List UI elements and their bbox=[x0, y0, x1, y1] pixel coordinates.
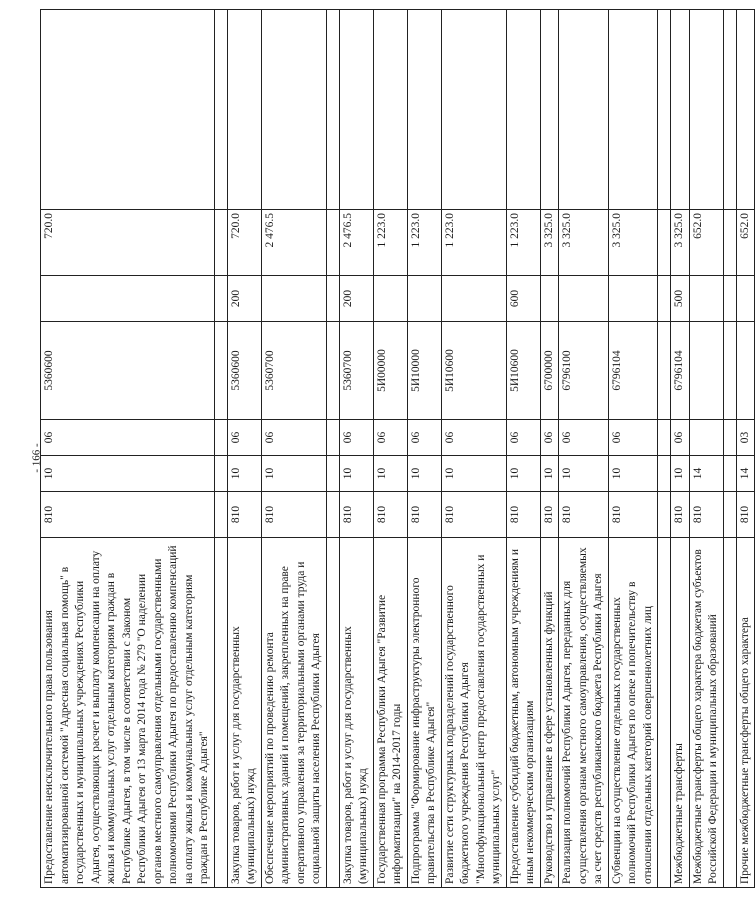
cell-name: Руководство и управление в сфере установленных функций bbox=[540, 538, 559, 888]
cell-csr: 6796100 bbox=[559, 322, 609, 420]
cell-vr bbox=[540, 276, 559, 322]
cell-sum-extra bbox=[339, 10, 373, 210]
cell-ved bbox=[326, 492, 339, 538]
cell-vr bbox=[41, 276, 215, 322]
cell-ved bbox=[723, 492, 736, 538]
table-row bbox=[407, 10, 441, 888]
table-row bbox=[559, 10, 609, 888]
cell-csr: 5360600 bbox=[227, 322, 261, 420]
cell-sum: 1 223.0 bbox=[373, 210, 407, 276]
cell-vr: 500 bbox=[671, 276, 690, 322]
cell-pr: 06 bbox=[506, 420, 540, 456]
cell-rz: 10 bbox=[227, 456, 261, 492]
cell-rz: 14 bbox=[689, 456, 723, 492]
cell-name: Предоставление неисключительного права пользования автоматизированной системой "Адресная социальная помощь" в государственных и муниципальных учреждениях Республики Адыгея, осуществляющих расчет и выплату компенсации на оплату жилья и коммунальных услуг отдельным категориям граждан в Республике Адыгея, в том числе в соответствии с Законом Республики Адыгея от 13 марта 2014 года № 279 "О наделении органов местного самоуправления отдельными государственными полномочиями Республики Адыгея по предоставлению компенсаций на оплату жилья и коммунальных услуг отдельным категориям граждан в Республике Адыгея" bbox=[41, 538, 215, 888]
cell-pr: 06 bbox=[261, 420, 326, 456]
cell-rz bbox=[723, 456, 736, 492]
cell-pr: 06 bbox=[339, 420, 373, 456]
table-row bbox=[671, 10, 690, 888]
cell-csr bbox=[689, 322, 723, 420]
cell-pr: 06 bbox=[608, 420, 658, 456]
cell-pr: 06 bbox=[41, 420, 215, 456]
cell-sum-extra bbox=[506, 10, 540, 210]
cell-sum-extra bbox=[441, 10, 506, 210]
cell-name: Межбюджетные трансферты bbox=[671, 538, 690, 888]
cell-sum: 2 476.5 bbox=[339, 210, 373, 276]
cell-csr bbox=[723, 322, 736, 420]
page-number: - 166 - bbox=[30, 443, 43, 473]
cell-csr bbox=[736, 322, 755, 420]
cell-vr bbox=[214, 276, 227, 322]
table-row bbox=[608, 10, 658, 888]
cell-ved: 810 bbox=[441, 492, 506, 538]
table-spacer-row bbox=[214, 10, 227, 888]
cell-sum: 1 223.0 bbox=[441, 210, 506, 276]
cell-ved: 810 bbox=[559, 492, 609, 538]
cell-vr: 200 bbox=[339, 276, 373, 322]
cell-ved: 810 bbox=[227, 492, 261, 538]
cell-csr: 5360700 bbox=[261, 322, 326, 420]
cell-sum bbox=[723, 210, 736, 276]
cell-name: Субвенции на осуществление отдельных государственных полномочий Республики Адыгея по опеке и попечительству в отношении отдельных категорий совершеннолетних лиц bbox=[608, 538, 658, 888]
cell-sum bbox=[214, 210, 227, 276]
cell-sum-extra bbox=[559, 10, 609, 210]
cell-ved: 810 bbox=[671, 492, 690, 538]
cell-sum: 2 476.5 bbox=[261, 210, 326, 276]
cell-sum-extra bbox=[261, 10, 326, 210]
cell-sum: 652.0 bbox=[736, 210, 755, 276]
cell-pr bbox=[689, 420, 723, 456]
budget-table bbox=[40, 9, 755, 888]
cell-sum: 3 325.0 bbox=[540, 210, 559, 276]
cell-rz: 10 bbox=[41, 456, 215, 492]
cell-vr bbox=[441, 276, 506, 322]
table-body bbox=[41, 10, 755, 888]
cell-csr: 5360600 bbox=[41, 322, 215, 420]
cell-sum bbox=[326, 210, 339, 276]
cell-sum-extra bbox=[608, 10, 658, 210]
cell-vr bbox=[658, 276, 671, 322]
cell-sum: 720.0 bbox=[41, 210, 215, 276]
cell-name: Предоставление субсидий бюджетным, автономным учреждениям и иным некоммерческим организациям bbox=[506, 538, 540, 888]
cell-ved: 810 bbox=[540, 492, 559, 538]
table-row bbox=[540, 10, 559, 888]
table-spacer-row bbox=[723, 10, 736, 888]
cell-rz: 10 bbox=[559, 456, 609, 492]
cell-name: Прочие межбюджетные трансферты общего характера bbox=[736, 538, 755, 888]
cell-csr: 5360700 bbox=[339, 322, 373, 420]
cell-ved: 810 bbox=[736, 492, 755, 538]
cell-ved: 810 bbox=[41, 492, 215, 538]
cell-name: Закупка товаров, работ и услуг для государственных (муниципальных) нужд bbox=[339, 538, 373, 888]
cell-sum-extra bbox=[373, 10, 407, 210]
cell-vr bbox=[736, 276, 755, 322]
budget-table-rotated bbox=[40, 10, 751, 888]
cell-rz: 14 bbox=[736, 456, 755, 492]
cell-csr: 6796104 bbox=[671, 322, 690, 420]
cell-csr: 5И00000 bbox=[373, 322, 407, 420]
cell-sum-extra bbox=[723, 10, 736, 210]
cell-name bbox=[723, 538, 736, 888]
cell-ved bbox=[214, 492, 227, 538]
cell-name: Подпрограмма "Формирование инфраструктуры электронного правительства в Республике Адыгея" bbox=[407, 538, 441, 888]
cell-sum-extra bbox=[214, 10, 227, 210]
cell-name bbox=[326, 538, 339, 888]
cell-vr: 600 bbox=[506, 276, 540, 322]
cell-csr: 5И10600 bbox=[441, 322, 506, 420]
table-row bbox=[736, 10, 755, 888]
cell-rz: 10 bbox=[671, 456, 690, 492]
cell-sum-extra bbox=[407, 10, 441, 210]
cell-sum-extra bbox=[658, 10, 671, 210]
cell-name bbox=[214, 538, 227, 888]
cell-pr: 06 bbox=[559, 420, 609, 456]
table-row bbox=[441, 10, 506, 888]
cell-ved: 810 bbox=[506, 492, 540, 538]
cell-csr: 6700000 bbox=[540, 322, 559, 420]
table-row bbox=[689, 10, 723, 888]
cell-name: Межбюджетные трансферты общего характера бюджетам субъектов Российской Федерации и муниципальных образований bbox=[689, 538, 723, 888]
cell-rz: 10 bbox=[608, 456, 658, 492]
cell-rz: 10 bbox=[261, 456, 326, 492]
cell-sum-extra bbox=[671, 10, 690, 210]
table-row bbox=[373, 10, 407, 888]
cell-name: Закупка товаров, работ и услуг для государственных (муниципальных) нужд bbox=[227, 538, 261, 888]
cell-sum: 3 325.0 bbox=[671, 210, 690, 276]
cell-rz: 10 bbox=[506, 456, 540, 492]
cell-sum: 720.0 bbox=[227, 210, 261, 276]
cell-pr: 06 bbox=[227, 420, 261, 456]
cell-sum-extra bbox=[326, 10, 339, 210]
cell-vr bbox=[407, 276, 441, 322]
table-row bbox=[339, 10, 373, 888]
cell-sum-extra bbox=[41, 10, 215, 210]
cell-pr: 06 bbox=[441, 420, 506, 456]
table-spacer-row bbox=[658, 10, 671, 888]
cell-pr: 03 bbox=[736, 420, 755, 456]
cell-vr bbox=[373, 276, 407, 322]
cell-vr bbox=[723, 276, 736, 322]
cell-pr bbox=[326, 420, 339, 456]
cell-vr bbox=[261, 276, 326, 322]
cell-pr bbox=[723, 420, 736, 456]
cell-rz: 10 bbox=[407, 456, 441, 492]
cell-sum: 3 325.0 bbox=[608, 210, 658, 276]
cell-ved: 810 bbox=[608, 492, 658, 538]
cell-pr: 06 bbox=[671, 420, 690, 456]
cell-pr: 06 bbox=[407, 420, 441, 456]
cell-csr: 6796104 bbox=[608, 322, 658, 420]
cell-vr bbox=[608, 276, 658, 322]
cell-csr: 5И10600 bbox=[506, 322, 540, 420]
cell-csr bbox=[214, 322, 227, 420]
table-row bbox=[41, 10, 215, 888]
cell-name: Развитие сети структурных подразделений государственного бюджетного учреждения Республики Адыгея "Многофункциональный центр предоставления государственных и муниципальных услуг" bbox=[441, 538, 506, 888]
cell-sum-extra bbox=[540, 10, 559, 210]
cell-rz: 10 bbox=[540, 456, 559, 492]
cell-sum: 1 223.0 bbox=[407, 210, 441, 276]
cell-ved: 810 bbox=[689, 492, 723, 538]
cell-rz bbox=[326, 456, 339, 492]
cell-csr bbox=[326, 322, 339, 420]
cell-vr bbox=[559, 276, 609, 322]
cell-ved: 810 bbox=[373, 492, 407, 538]
cell-rz bbox=[658, 456, 671, 492]
cell-name: Обеспечение мероприятий по проведению ремонта административных зданий и помещений, закрепленных на праве оперативного управления за территориальными органами труда и социальной защиты населения Республики Адыгея bbox=[261, 538, 326, 888]
cell-pr: 06 bbox=[540, 420, 559, 456]
cell-rz bbox=[214, 456, 227, 492]
cell-rz: 10 bbox=[373, 456, 407, 492]
cell-pr bbox=[214, 420, 227, 456]
cell-ved: 810 bbox=[261, 492, 326, 538]
cell-csr: 5И10000 bbox=[407, 322, 441, 420]
table-row bbox=[227, 10, 261, 888]
cell-sum-extra bbox=[689, 10, 723, 210]
table-row bbox=[261, 10, 326, 888]
cell-vr bbox=[689, 276, 723, 322]
cell-rz: 10 bbox=[441, 456, 506, 492]
cell-sum: 1 223.0 bbox=[506, 210, 540, 276]
cell-name: Реализация полномочий Республики Адыгея, переданных для осуществления органам местного самоуправления, осуществляемых за счет средств республиканского бюджета Республики Адыгея bbox=[559, 538, 609, 888]
cell-sum: 652.0 bbox=[689, 210, 723, 276]
cell-name bbox=[658, 538, 671, 888]
cell-ved bbox=[658, 492, 671, 538]
cell-csr bbox=[658, 322, 671, 420]
table-row bbox=[506, 10, 540, 888]
cell-ved: 810 bbox=[339, 492, 373, 538]
cell-name: Государственная программа Республики Адыгея "Развитие информатизации" на 2014-2017 годы bbox=[373, 538, 407, 888]
cell-vr bbox=[326, 276, 339, 322]
cell-vr: 200 bbox=[227, 276, 261, 322]
cell-rz: 10 bbox=[339, 456, 373, 492]
cell-pr: 06 bbox=[373, 420, 407, 456]
cell-sum: 3 325.0 bbox=[559, 210, 609, 276]
cell-ved: 810 bbox=[407, 492, 441, 538]
table-spacer-row bbox=[326, 10, 339, 888]
cell-pr bbox=[658, 420, 671, 456]
cell-sum bbox=[658, 210, 671, 276]
cell-sum-extra bbox=[227, 10, 261, 210]
cell-sum-extra bbox=[736, 10, 755, 210]
